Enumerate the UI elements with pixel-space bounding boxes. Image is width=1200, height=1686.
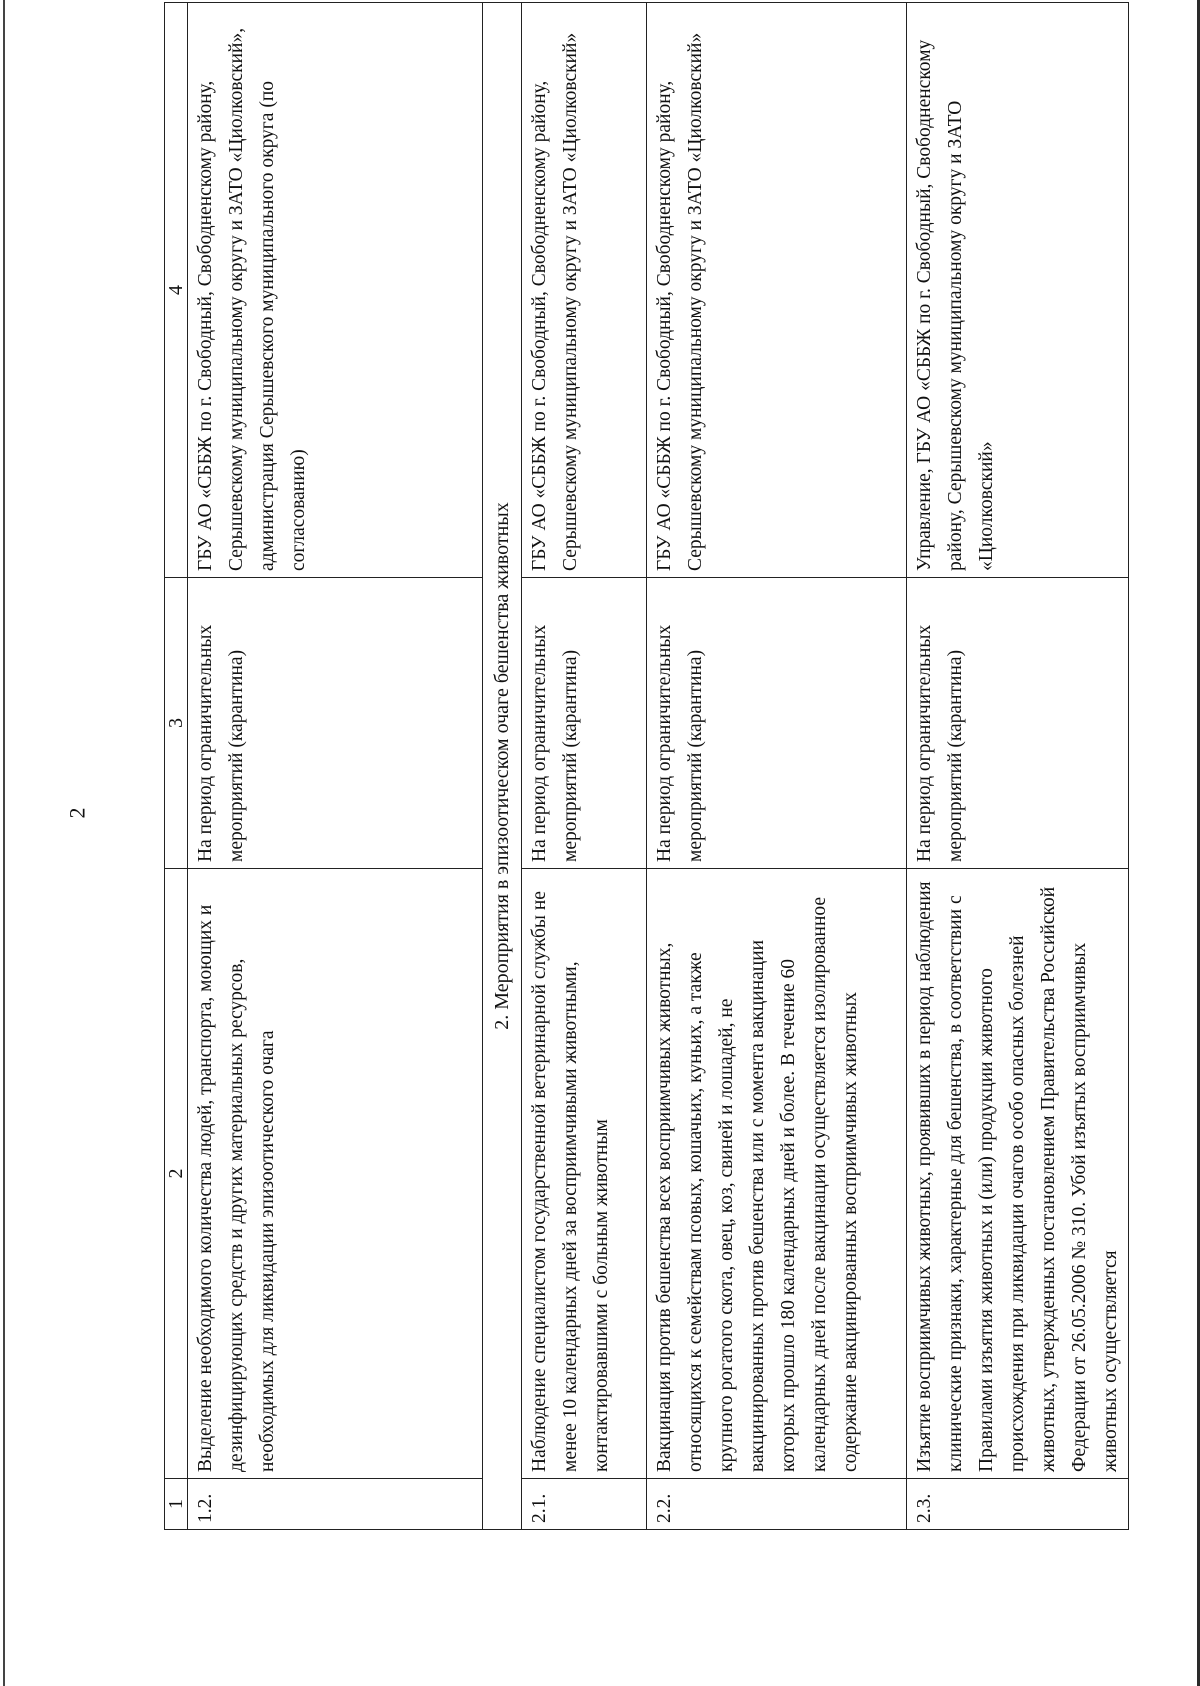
row-number: 2.1.	[522, 1479, 647, 1530]
term-text: На период ограничительных мероприятий (карантина)	[647, 578, 907, 869]
table-row	[188, 3, 483, 1530]
table-row	[522, 3, 647, 1530]
measure-text: Выделение необходимого количества людей, транспорта, моющих и дезинфицирующих средств и других материальных ресурсов, необходимых для ликвидации эпизоотического очага	[188, 869, 483, 1479]
section-title: 2. Мероприятия в эпизоотическом очаге бешенства животных	[483, 3, 522, 1530]
row-number: 2.2.	[647, 1479, 907, 1530]
header-col-3: 3	[165, 578, 188, 869]
term-text: На период ограничительных мероприятий (карантина)	[907, 578, 1129, 869]
responsible-text: ГБУ АО «СББЖ по г. Свободный, Свободненскому району, Серышевскому муниципальному округу и ЗАТО «Циолковский»	[522, 3, 647, 578]
measures-table	[164, 2, 1129, 1530]
table-header-row	[165, 3, 188, 1530]
rotated-table-container	[164, 27, 1121, 1530]
measure-text: Изъятие восприимчивых животных, проявивших в период наблюдения клинические признаки, характерные для бешенства, в соответствии с Правилами изъятия животных и (или) продукции животного происхождения при ликвидации очагов особо опасных болезней животных, утвержденных постановлением Правительства Российской Федерации от 26.05.2006 № 310. Убой изъятых восприимчивых животных осуществляется	[907, 869, 1129, 1479]
scan-left-edge	[3, 0, 5, 1686]
table-row	[647, 3, 907, 1530]
measure-text: Наблюдение специалистом государственной ветеринарной службы не менее 10 календарных дней за восприимчивыми животными, контактировавшими с больным животным	[522, 869, 647, 1479]
term-text: На период ограничительных мероприятий (карантина)	[522, 578, 647, 869]
section-header-row	[483, 3, 522, 1530]
measure-text: Вакцинация против бешенства всех восприимчивых животных, относящихся к семействам псовых, кошачьих, куньих, а также крупного рогатого скота, овец, коз, свиней и лошадей, не вакцинированных против бешенства или с момента вакцинации которых прошло 180 календарных дней и более. В течение 60 календарных дней после вакцинации осуществляется изолированное содержание вакцинированных восприимчивых животных	[647, 869, 907, 1479]
row-number: 2.3.	[907, 1479, 1129, 1530]
table-row	[907, 3, 1129, 1530]
responsible-text: Управление, ГБУ АО «СББЖ по г. Свободный, Свободненскому району, Серышевскому муниципальному округу и ЗАТО «Циолковский»	[907, 3, 1129, 578]
header-col-2: 2	[165, 869, 188, 1479]
header-col-4: 4	[165, 3, 188, 578]
page-number: 2	[64, 807, 90, 819]
row-number: 1.2.	[188, 1479, 483, 1530]
responsible-text: ГБУ АО «СББЖ по г. Свободный, Свободненскому району, Серышевскому муниципальному округу и ЗАТО «Циолковский», администрация Серышевского муниципального округа (по согласованию)	[188, 3, 483, 578]
responsible-text: ГБУ АО «СББЖ по г. Свободный, Свободненскому району, Серышевскому муниципальному округу и ЗАТО «Циолковский»	[647, 3, 907, 578]
header-col-1: 1	[165, 1479, 188, 1530]
term-text: На период ограничительных мероприятий (карантина)	[188, 578, 483, 869]
